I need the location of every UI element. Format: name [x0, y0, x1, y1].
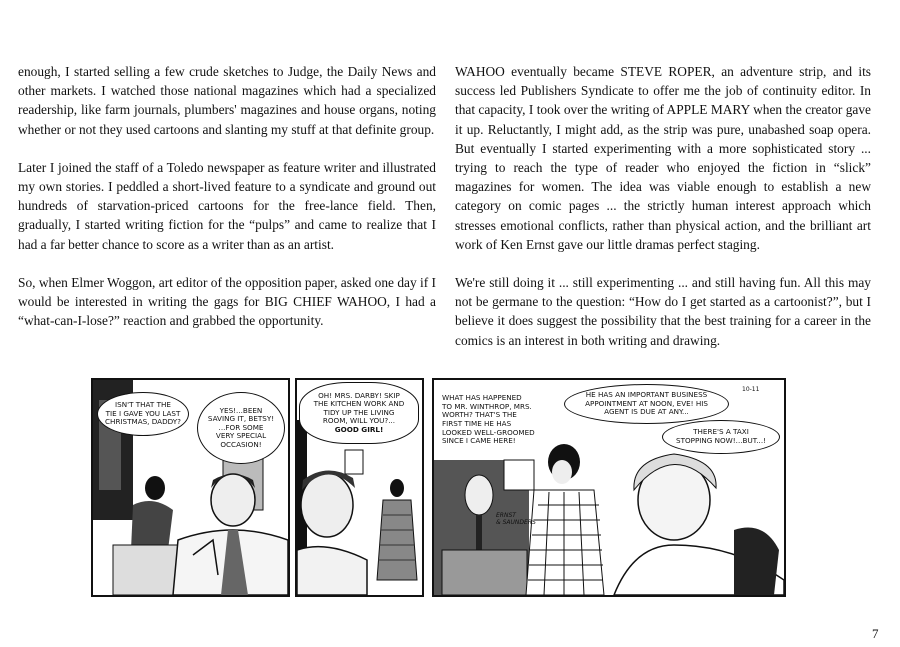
speech-balloon: YES!...BEEN SAVING IT, BETSY! ...FOR SOME VERY SPECIAL OCCASION! [197, 392, 285, 464]
paragraph: WAHOO eventually became STEVE ROPER, an adventure strip, and its success led Publishers Syndicate to offer me the job of continuity editor. In that capacity, I took over the writing of APPLE MARY when the creator gave it up. Reluctantly, I might add, as the strip was pure, unabashed soap opera. But eventually I started experimenting with a more sophisticated story ... trying to reach the type of reader who enjoyed the fiction in “slick” magazines for women. The idea was viable enough to establish a new category on comic pages ... the strictly human interest approach which stresses emotional conflicts, rather than physical action, and the brilliant art work of Ken Ernst gave our little dramas perfect staging. [455, 64, 871, 252]
left-text-column [18, 62, 436, 349]
speech-balloon: OH! MRS. DARBY! SKIP THE KITCHEN WORK AND TIDY UP THE LIVING ROOM, WILL YOU?... GOOD GIRL! [299, 382, 419, 444]
comic-panel-1 [91, 378, 290, 597]
page-number: 7 [872, 626, 879, 641]
speech-balloon: THERE'S A TAXI STOPPING NOW!...BUT...! [662, 420, 780, 454]
paragraph: We're still doing it ... still experimenting ... and still having fun. All this may not be germane to the question: “How do I get started as a cartoonist?”, but I believe it does suggest the possibility that the best training for a career in the comics is an interest in both writing and drawing. [455, 275, 871, 348]
strip-date: 10-11 [742, 386, 760, 393]
comic-panel-2 [295, 378, 424, 597]
paragraph: enough, I started selling a few crude sketches to Judge, the Daily News and other markets. I watched those national magazines which had a specialized readership, like farm journals, plumbers' magazines and house organs, noting whether or not they used cartoons and slanting my stuff at that definite group. [18, 64, 436, 137]
speech-balloon: HE HAS AN IMPORTANT BUSINESS APPOINTMENT AT NOON, EVE! HIS AGENT IS DUE AT ANY... [564, 384, 729, 424]
speech-balloon: ISN'T THAT THE TIE I GAVE YOU LAST CHRISTMAS, DADDY? [97, 392, 189, 436]
comic-panel-3 [432, 378, 786, 597]
paragraph: So, when Elmer Woggon, art editor of the opposition paper, asked one day if I would be interested in writing the gags for BIG CHIEF WAHOO, I had a “what-can-I-lose?” reaction and grabbed the opportunity. [18, 274, 436, 329]
paragraph: Later I joined the staff of a Toledo newspaper as feature writer and illustrated my own stories. I peddled a short-lived feature to a syndicate and ground out hundreds of starvation-priced cartoons for the free-lance field. Then, gradually, I started writing fiction for the “pulps” and came to realize that I had a far better chance to score as a writer than as an artist. [18, 159, 436, 252]
right-text-column [455, 62, 871, 369]
caption-box: WHAT HAS HAPPENED TO MR. WINTHROP, MRS. WORTH? THAT'S THE FIRST TIME HE HAS LOOKED WELL-GROOMED SINCE I CAME HERE! [442, 393, 535, 446]
artist-signature: ERNST & SAUNDERS [496, 512, 536, 526]
